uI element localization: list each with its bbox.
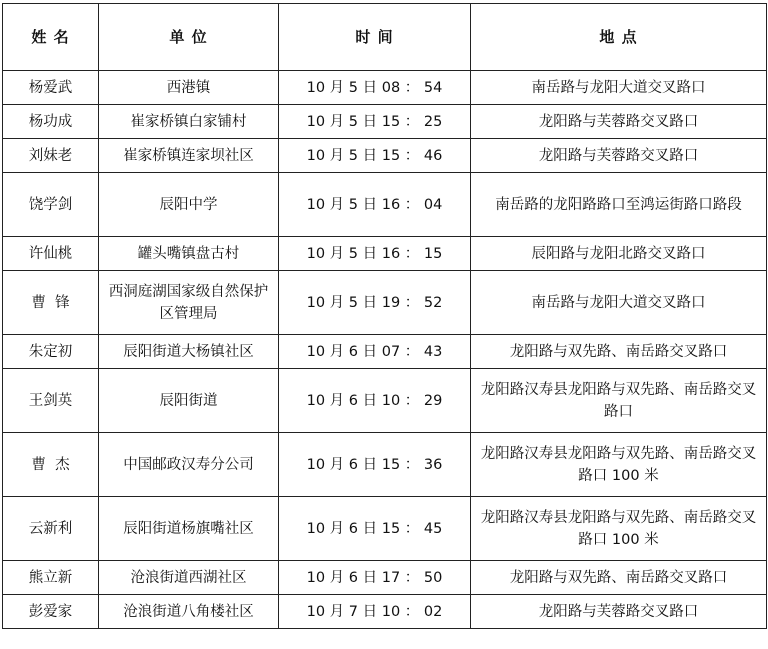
cell-place: 龙阳路与芙蓉路交叉路口 [471,105,767,139]
cell-name: 杨功成 [3,105,99,139]
cell-place: 龙阳路汉寿县龙阳路与双先路、南岳路交叉路口 100 米 [471,433,767,497]
cell-name: 曹 锋 [3,271,99,335]
cell-place: 南岳路的龙阳路路口至鸿运街路口路段 [471,173,767,237]
cell-name: 许仙桃 [3,237,99,271]
cell-unit: 辰阳街道杨旗嘴社区 [99,497,279,561]
cell-place: 龙阳路与芙蓉路交叉路口 [471,139,767,173]
cell-unit: 西洞庭湖国家级自然保护区管理局 [99,271,279,335]
cell-place: 龙阳路与双先路、南岳路交叉路口 [471,335,767,369]
cell-name: 杨爱武 [3,71,99,105]
header-unit: 单 位 [99,4,279,71]
cell-time: 10 月 5 日 08 ： 54 [279,71,471,105]
header-place: 地 点 [471,4,767,71]
cell-place: 辰阳路与龙阳北路交叉路口 [471,237,767,271]
table-row [3,173,767,237]
cell-name: 王剑英 [3,369,99,433]
header-name: 姓 名 [3,4,99,71]
cell-name: 彭爱家 [3,595,99,629]
cell-name: 刘妹老 [3,139,99,173]
cell-time: 10 月 5 日 15 ： 46 [279,139,471,173]
cell-unit: 崔家桥镇连家坝社区 [99,139,279,173]
cell-unit: 沧浪街道西湖社区 [99,561,279,595]
records-table [2,3,767,629]
table-row [3,271,767,335]
table-row [3,433,767,497]
cell-time: 10 月 5 日 16 ： 15 [279,237,471,271]
header-time: 时 间 [279,4,471,71]
table-row [3,369,767,433]
cell-place: 龙阳路汉寿县龙阳路与双先路、南岳路交叉路口 [471,369,767,433]
cell-time: 10 月 6 日 07 ： 43 [279,335,471,369]
table-row [3,105,767,139]
cell-unit: 崔家桥镇白家铺村 [99,105,279,139]
cell-unit: 辰阳街道大杨镇社区 [99,335,279,369]
table-row [3,561,767,595]
cell-time: 10 月 5 日 15 ： 25 [279,105,471,139]
table-row [3,335,767,369]
cell-unit: 辰阳街道 [99,369,279,433]
cell-time: 10 月 5 日 16 ： 04 [279,173,471,237]
cell-unit: 辰阳中学 [99,173,279,237]
cell-time: 10 月 6 日 15 ： 45 [279,497,471,561]
cell-time: 10 月 7 日 10 ： 02 [279,595,471,629]
cell-unit: 沧浪街道八角楼社区 [99,595,279,629]
cell-time: 10 月 6 日 10 ： 29 [279,369,471,433]
cell-unit: 罐头嘴镇盘古村 [99,237,279,271]
cell-name: 朱定初 [3,335,99,369]
cell-place: 南岳路与龙阳大道交叉路口 [471,71,767,105]
cell-unit: 西港镇 [99,71,279,105]
header-row [3,4,767,71]
cell-unit: 中国邮政汉寿分公司 [99,433,279,497]
table-row [3,71,767,105]
cell-time: 10 月 6 日 17 ： 50 [279,561,471,595]
cell-place: 南岳路与龙阳大道交叉路口 [471,271,767,335]
cell-name: 云新利 [3,497,99,561]
cell-name: 饶学剑 [3,173,99,237]
cell-place: 龙阳路汉寿县龙阳路与双先路、南岳路交叉路口 100 米 [471,497,767,561]
cell-name: 曹 杰 [3,433,99,497]
table-row [3,497,767,561]
cell-place: 龙阳路与芙蓉路交叉路口 [471,595,767,629]
cell-time: 10 月 5 日 19 ： 52 [279,271,471,335]
table-row [3,139,767,173]
table-row [3,237,767,271]
cell-time: 10 月 6 日 15 ： 36 [279,433,471,497]
cell-name: 熊立新 [3,561,99,595]
cell-place: 龙阳路与双先路、南岳路交叉路口 [471,561,767,595]
table-row [3,595,767,629]
